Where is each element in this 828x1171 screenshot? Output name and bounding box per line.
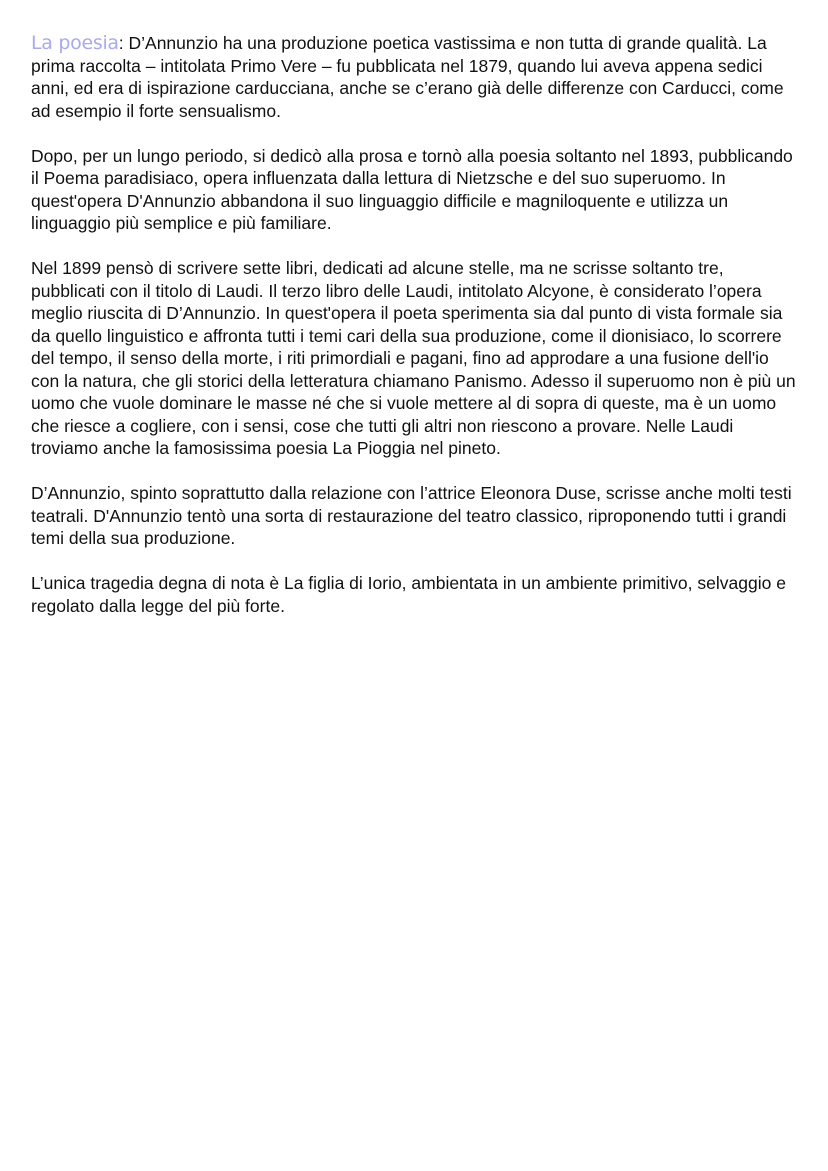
intro-text: : D’Annunzio ha una produzione poetica vastissima e non tutta di grande qualità. La prima raccolta – intitolata Primo Vere – fu pubblicata nel 1879, quando lui aveva appena sedici anni, ed era di ispirazione carducciana, anche se c’erano già delle differenze con Carducci, come ad esempio il forte sensualismo. xyxy=(31,33,784,121)
paragraph-laudi: Nel 1899 pensò di scrivere sette libri, dedicati ad alcune stelle, ma ne scrisse soltanto tre, pubblicati con il titolo di Laudi. Il terzo libro delle Laudi, intitolato Alcyone, è considerato l’opera meglio riuscita di D’Annunzio. In quest'opera il poeta sperimenta sia dal punto di vista formale sia da quello linguistico e affronta tutti i temi cari della sua produzione, come il dionisiaco, lo scorrere del tempo, il senso della morte, i riti primordiali e pagani, fino ad approdare a una fusione dell'io con la natura, che gli storici della letteratura chiamano Panismo. Adesso il superuomo non è più un uomo che vuole dominare le masse né che si vuole mettere al di sopra di queste, ma è un uomo che riesce a cogliere, con i sensi, cose che tutti gli altri non riescono a provare. Nelle Laudi troviamo anche la famosissima poesia La Pioggia nel pineto. xyxy=(31,258,796,458)
intro-paragraph xyxy=(31,32,801,122)
document-page xyxy=(31,32,801,640)
paragraph-figlia-di-iorio: L’unica tragedia degna di nota è La figlia di Iorio, ambientata in un ambiente primitivo, selvaggio e regolato dalla legge del più forte. xyxy=(31,573,786,616)
paragraph-teatro: D’Annunzio, spinto soprattutto dalla relazione con l’attrice Eleonora Duse, scrisse anche molti testi teatrali. D'Annunzio tentò una sorta di restaurazione del teatro classico, riproponendo tutti i grandi temi della sua produzione. xyxy=(31,483,792,548)
section-heading: La poesia xyxy=(31,32,119,54)
paragraph-poema-paradisiaco: Dopo, per un lungo periodo, si dedicò alla prosa e tornò alla poesia soltanto nel 1893, pubblicando il Poema paradisiaco, opera influenzata dalla lettura di Nietzsche e del suo superuomo. In quest'opera D'Annunzio abbandona il suo linguaggio difficile e magniloquente e utilizza un linguaggio più semplice e più familiare. xyxy=(31,145,793,233)
